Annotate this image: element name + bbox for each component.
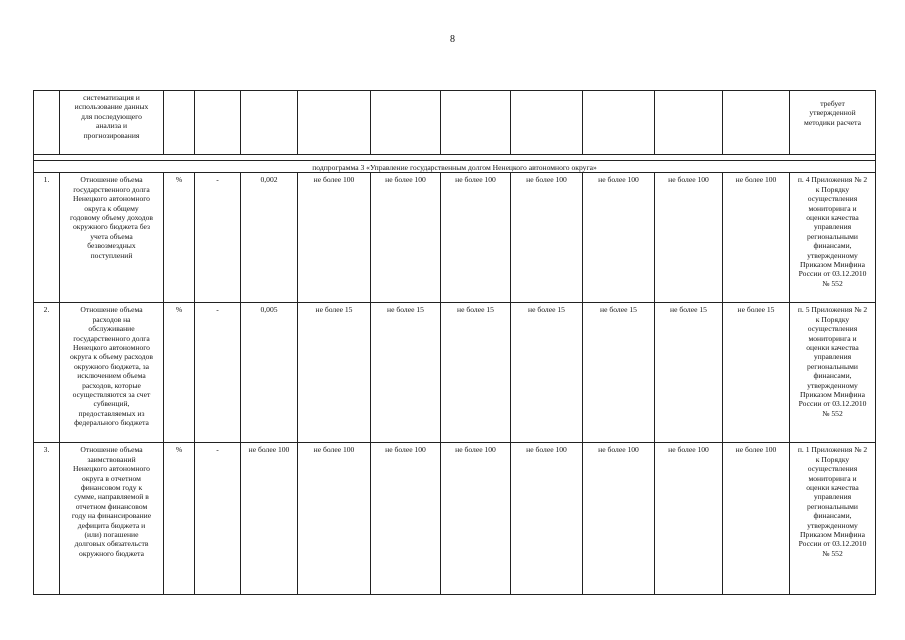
value-cell: не более 15 — [441, 303, 511, 443]
value-cell: не более 100 — [655, 173, 723, 303]
subprogram-title: подпрограмма 3 «Управление государственным долгом Ненецкого автономного округа» — [34, 161, 876, 173]
value-cell: 0,002 — [241, 173, 298, 303]
value-cell: не более 15 — [723, 303, 790, 443]
value-cell: не более 100 — [371, 173, 441, 303]
note-cell: п. 4 Приложения № 2 к Порядку осуществления мониторинга и оценки качества управления региональными финансами, утвержденному Приказом Минфина России от 03.12.2010 № 552 — [790, 173, 876, 303]
indicator-name: Отношение объема заимствований Ненецкого автономного округа в отчетном финансовом году к сумме, направляемой в отчетном финансовом году на финансирование дефицита бюджета и (или) погашение долговых обязательств окружного бюджета — [60, 443, 164, 595]
indicator-name: Отношение объема расходов на обслуживание государственного долга Ненецкого автономного округа к объему расходов окружного бюджета, за исключением объема расходов, которые осуществляются за счет субвенций, предоставляемых из федерального бюджета — [60, 303, 164, 443]
value-cell: не более 100 — [441, 443, 511, 595]
row-number-cell — [34, 91, 60, 155]
indicators-table — [33, 90, 876, 595]
base-value: - — [195, 443, 241, 595]
indicator-name: Отношение объема государственного долга Ненецкого автономного округа к общему годовому объему доходов окружного бюджета без учета объема безвозмездных поступлений — [60, 173, 164, 303]
page-number: 8 — [450, 34, 455, 45]
unit: % — [164, 443, 195, 595]
value-cell: не более 15 — [655, 303, 723, 443]
value-cell: 0,005 — [241, 303, 298, 443]
unit: % — [164, 173, 195, 303]
value-cell: не более 100 — [371, 443, 441, 595]
value-cell: не более 100 — [583, 443, 655, 595]
row-number: 2. — [34, 303, 60, 443]
note-cell: требует утвержденной методики расчета — [790, 91, 876, 155]
value-cell: не более 15 — [583, 303, 655, 443]
base-value: - — [195, 303, 241, 443]
value-cell: не более 15 — [371, 303, 441, 443]
subprogram-row — [34, 161, 876, 173]
table-row — [34, 443, 876, 595]
value-cell: не более 100 — [298, 173, 371, 303]
value-cell: не более 100 — [655, 443, 723, 595]
table-row — [34, 173, 876, 303]
unit: % — [164, 303, 195, 443]
value-cell: не более 100 — [723, 173, 790, 303]
value-cell: не более 100 — [583, 173, 655, 303]
value-cell: не более 15 — [298, 303, 371, 443]
value-cell: не более 100 — [723, 443, 790, 595]
value-cell: не более 100 — [241, 443, 298, 595]
base-value: - — [195, 173, 241, 303]
value-cell: не более 100 — [511, 173, 583, 303]
value-cell: не более 100 — [511, 443, 583, 595]
value-cell: не более 100 — [298, 443, 371, 595]
indicator-name-cell: систематизация и использование данных для последующего анализа и прогнозирования — [60, 91, 164, 155]
value-cell: не более 100 — [441, 173, 511, 303]
row-number: 1. — [34, 173, 60, 303]
note-cell: п. 1 Приложения № 2 к Порядку осуществления мониторинга и оценки качества управления региональными финансами, утвержденному Приказом Минфина России от 03.12.2010 № 552 — [790, 443, 876, 595]
row-number: 3. — [34, 443, 60, 595]
table-row — [34, 303, 876, 443]
value-cell: не более 15 — [511, 303, 583, 443]
note-cell: п. 5 Приложения № 2 к Порядку осуществления мониторинга и оценки качества управления региональными финансами, утвержденному Приказом Минфина России от 03.12.2010 № 552 — [790, 303, 876, 443]
continuation-row — [34, 91, 876, 155]
